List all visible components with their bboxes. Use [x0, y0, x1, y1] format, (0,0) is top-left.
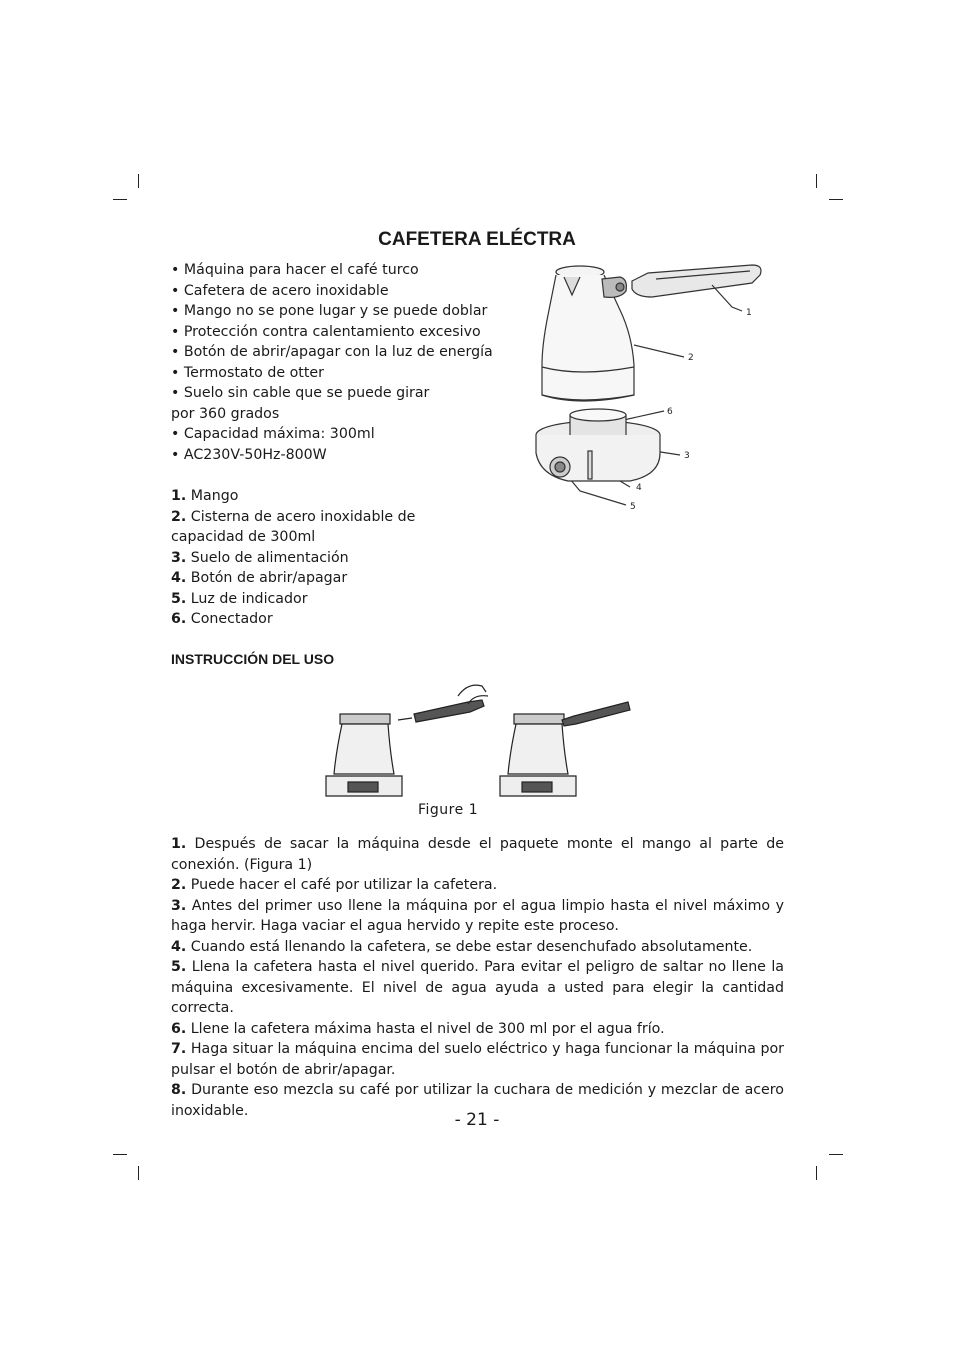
crop-mark	[138, 174, 139, 188]
step-item	[171, 875, 784, 896]
step-text: Antes del primer uso llene la máquina por el agua limpio hasta el nivel máximo y haga hervir. Haga vaciar el agua hervido y repite este proceso.	[171, 897, 784, 934]
part-number: 1.	[171, 488, 187, 504]
feature-item: • Termostato de otter	[171, 364, 324, 381]
crop-mark	[113, 1154, 127, 1155]
feature-item: • AC230V-50Hz-800W	[171, 446, 327, 463]
step-text: Haga situar la máquina encima del suelo eléctrico y haga funcionar la máquina por pulsar el botón de abrir/apagar.	[171, 1041, 784, 1078]
feature-list	[171, 260, 501, 465]
step-number: 5.	[171, 959, 187, 975]
crop-mark	[829, 199, 843, 200]
diagram-label: 4	[636, 483, 642, 493]
diagram-label: 3	[684, 451, 690, 461]
crop-mark	[829, 1154, 843, 1155]
step-item	[171, 1019, 784, 1040]
feature-item: • Protección contra calentamiento excesivo	[171, 323, 481, 340]
part-text: Mango	[190, 488, 239, 504]
part-item	[171, 527, 501, 548]
step-number: 4.	[171, 938, 187, 955]
step-text: Durante eso mezcla su café por utilizar la cuchara de medición y mezclar de acero inoxidable.	[171, 1082, 784, 1119]
step-number: 8.	[171, 1082, 187, 1098]
feature-item: • Cafetera de acero inoxidable	[171, 282, 389, 299]
part-number: 3.	[171, 549, 187, 566]
page-number: - 21 -	[454, 1110, 500, 1130]
part-text: Suelo de alimentación	[190, 549, 349, 566]
step-text: Llena la cafetera hasta el nivel querido. Para evitar el peligro de saltar no llene la máquina excesivamente. El nivel de agua ayuda a usted para elegir la cantidad correcta.	[171, 959, 784, 1016]
step-text: Llene la cafetera máxima hasta el nivel de 300 ml por el agua frío.	[190, 1020, 665, 1037]
step-number: 6.	[171, 1020, 187, 1037]
part-text: Conectador	[190, 611, 273, 627]
section-heading: INSTRUCCIÓN DEL USO	[171, 651, 335, 667]
coffee-maker-diagram	[520, 255, 770, 520]
diagram-label: 6	[667, 407, 673, 417]
part-item	[171, 548, 501, 569]
part-text: capacidad de 300ml	[171, 529, 316, 545]
instruction-steps	[171, 834, 784, 1121]
feature-item: • Máquina para hacer el café turco	[171, 262, 419, 278]
part-number: 6.	[171, 611, 187, 627]
step-number: 3.	[171, 897, 187, 914]
diagram-label: 5	[630, 502, 636, 512]
step-number: 2.	[171, 877, 187, 893]
step-number: 1.	[171, 836, 187, 852]
diagram-label: 1	[746, 308, 752, 318]
feature-item: • Mango no se pone lugar y se puede doblar	[171, 303, 488, 319]
parts-list	[171, 486, 501, 630]
figure-caption: Figure 1	[418, 802, 479, 818]
part-text: Luz de indicador	[190, 590, 308, 607]
crop-mark	[113, 199, 127, 200]
part-number: 4.	[171, 570, 187, 586]
part-item	[171, 568, 501, 589]
step-text: Puede hacer el café por utilizar la cafetera.	[190, 877, 498, 893]
step-item	[171, 896, 784, 937]
handle-assembly-figure	[318, 672, 648, 804]
step-item	[171, 1039, 784, 1080]
part-number: 2.	[171, 508, 187, 525]
step-item	[171, 937, 784, 958]
step-text: Después de sacar la máquina desde el paquete monte el mango al parte de conexión. (Figura 1)	[171, 836, 784, 873]
step-number: 7.	[171, 1041, 187, 1057]
part-item	[171, 486, 501, 507]
part-text: Botón de abrir/apagar	[190, 570, 348, 586]
part-item	[171, 589, 501, 610]
part-number: 5.	[171, 590, 187, 607]
feature-item: por 360 grados	[171, 405, 280, 422]
part-text: Cisterna de acero inoxidable de	[190, 508, 416, 525]
crop-mark	[138, 1166, 139, 1180]
part-item	[171, 609, 501, 630]
crop-mark	[816, 174, 817, 188]
step-item	[171, 957, 784, 1019]
step-text: Cuando está llenando la cafetera, se debe estar desenchufado absolutamente.	[190, 938, 753, 955]
step-item	[171, 834, 784, 875]
feature-item: • Botón de abrir/apagar con la luz de energía	[171, 344, 493, 360]
feature-item: • Capacidad máxima: 300ml	[171, 426, 375, 442]
crop-mark	[816, 1166, 817, 1180]
diagram-label: 2	[688, 353, 694, 363]
feature-item: • Suelo sin cable que se puede girar	[171, 385, 430, 401]
page-title: CAFETERA ELÉCTRA	[378, 229, 576, 250]
part-item	[171, 507, 501, 528]
